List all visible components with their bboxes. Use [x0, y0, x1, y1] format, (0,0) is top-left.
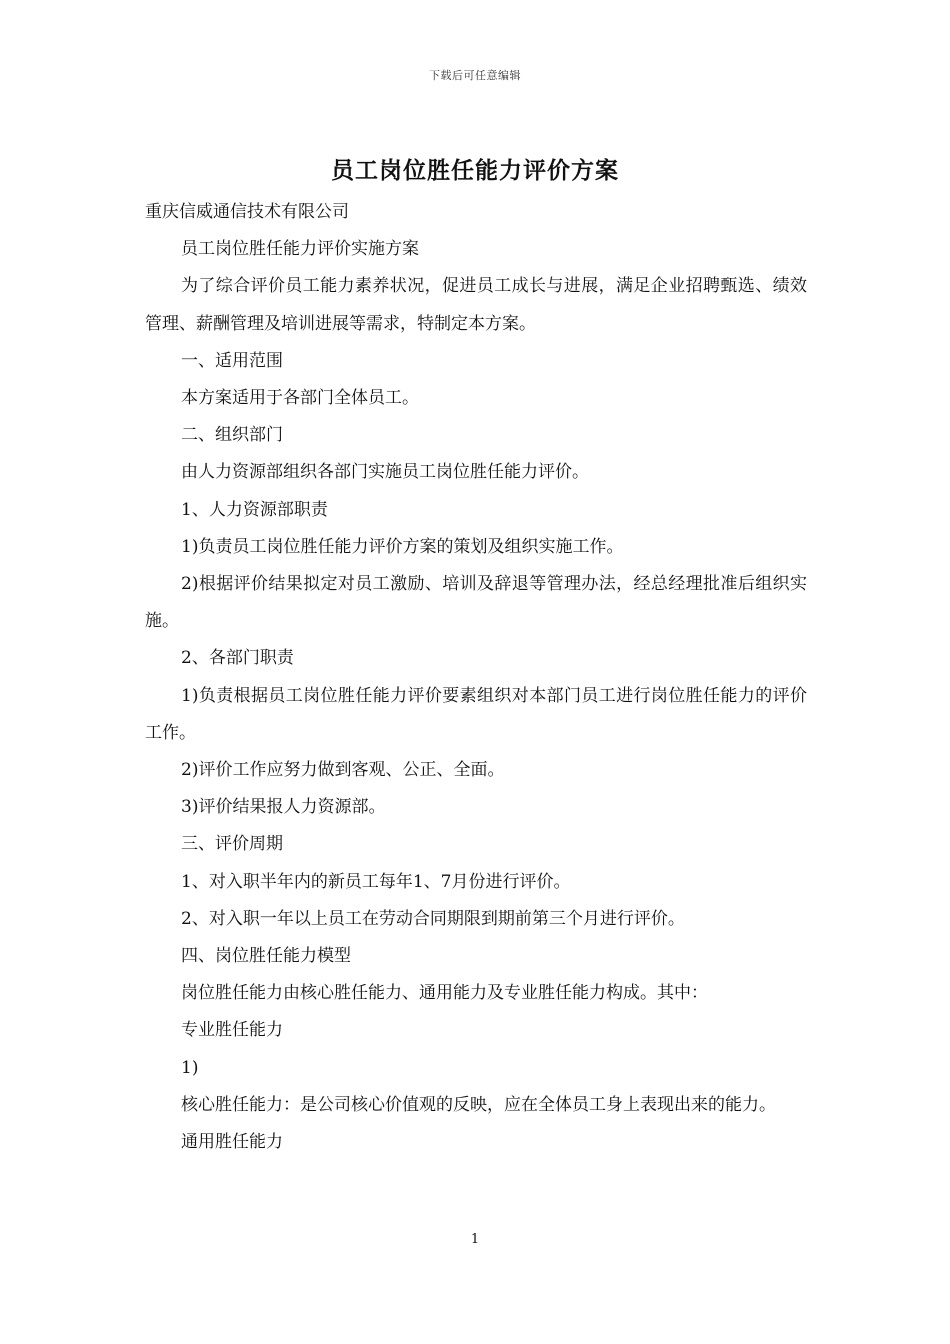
subsection-heading: 1、人力资源部职责 [181, 499, 328, 520]
subsection-heading: 2、各部门职责 [181, 648, 294, 669]
paragraph: 核心胜任能力：是公司核心价值观的反映，应在全体员工身上表现出来的能力。 [181, 1094, 776, 1115]
list-marker: 1) [181, 1057, 199, 1078]
list-item: 3)评价结果报人力资源部。 [181, 797, 386, 818]
section-heading: 一、适用范围 [181, 350, 283, 371]
document-body [145, 194, 807, 1161]
paragraph: 为了综合评价员工能力素养状况，促进员工成长与进展，满足企业招聘甄选、绩效管理、薪酬管理及培训进展等需求，特制定本方案。 [145, 276, 807, 334]
paragraph: 由人力资源部组织各部门实施员工岗位胜任能力评价。 [181, 462, 589, 483]
paragraph: 岗位胜任能力由核心胜任能力、通用能力及专业胜任能力构成。其中： [181, 983, 708, 1004]
list-item: 2)根据评价结果拟定对员工激励、培训及辞退等管理办法，经总经理批准后组织实施。 [145, 574, 807, 632]
paragraph: 专业胜任能力 [181, 1020, 283, 1041]
list-item: 2)评价工作应努力做到客观、公正、全面。 [181, 760, 505, 781]
section-heading: 三、评价周期 [181, 834, 283, 855]
page-header: 下载后可任意编辑 [429, 69, 521, 82]
section-heading: 二、组织部门 [181, 425, 283, 446]
list-item: 1)负责员工岗位胜任能力评价方案的策划及组织实施工作。 [181, 536, 624, 557]
paragraph: 本方案适用于各部门全体员工。 [181, 388, 419, 409]
section-heading: 四、岗位胜任能力模型 [181, 946, 351, 967]
page-number: 1 [470, 1232, 480, 1247]
list-item: 1、对入职半年内的新员工每年1、7月份进行评价。 [181, 871, 571, 892]
paragraph: 员工岗位胜任能力评价实施方案 [181, 239, 419, 260]
paragraph: 通用胜任能力 [181, 1132, 283, 1153]
list-item: 2、对入职一年以上员工在劳动合同期限到期前第三个月进行评价。 [181, 908, 685, 929]
document-title: 员工岗位胜任能力评价方案 [331, 157, 619, 184]
company-name: 重庆信威通信技术有限公司 [145, 202, 349, 222]
list-item: 1)负责根据员工岗位胜任能力评价要素组织对本部门员工进行岗位胜任能力的评价工作。 [145, 685, 807, 743]
